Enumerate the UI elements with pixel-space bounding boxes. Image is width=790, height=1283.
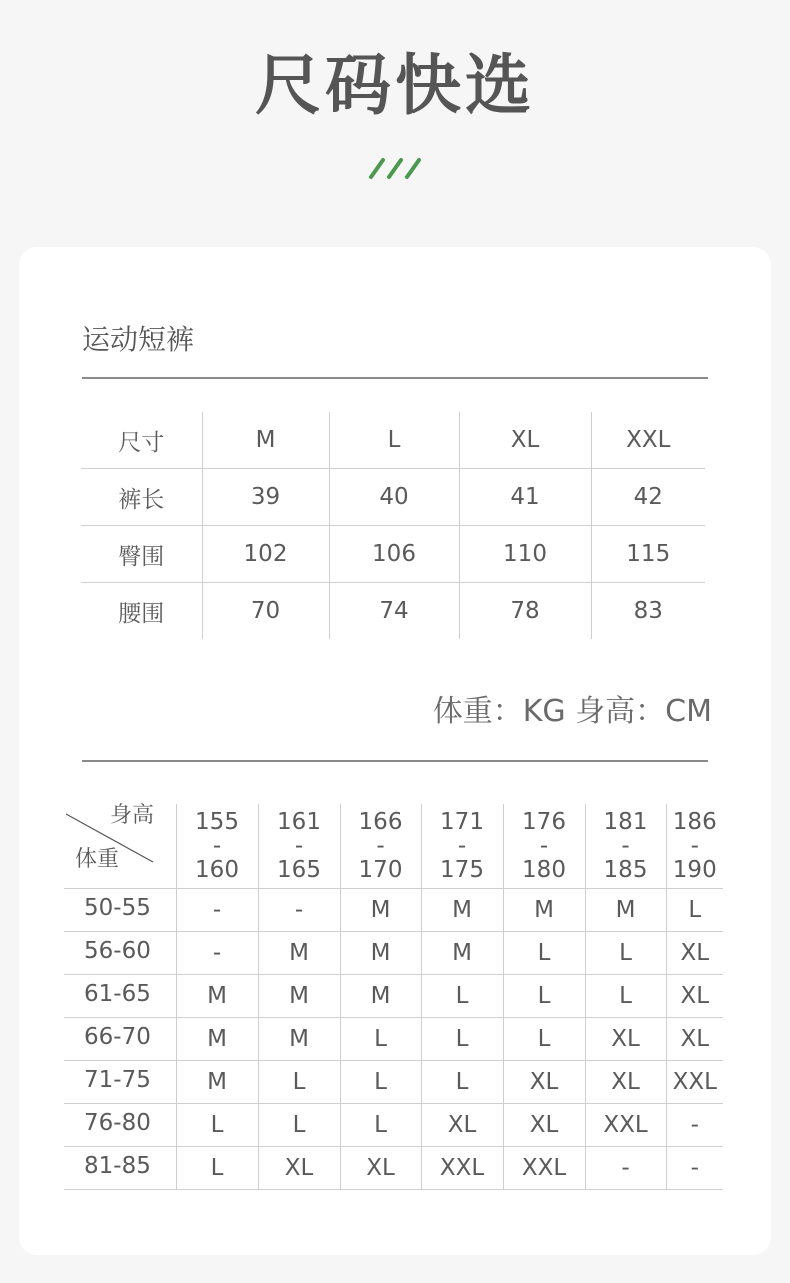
- size-cell: XL: [585, 1018, 666, 1061]
- table-row: [64, 1018, 723, 1061]
- size-cell: -: [666, 1147, 723, 1190]
- size-cell: L: [258, 1104, 340, 1147]
- table-row: [64, 1061, 723, 1104]
- size-cell: L: [340, 1061, 421, 1104]
- size-cell: XL: [666, 975, 723, 1018]
- height-range-header: [421, 804, 503, 889]
- weight-range-label: 66-70: [64, 1018, 176, 1061]
- size-cell: M: [258, 932, 340, 975]
- size-cell: M: [340, 975, 421, 1018]
- table-cell: XXL: [591, 412, 705, 469]
- height-range-header: [503, 804, 585, 889]
- triple-slash-icon: [368, 156, 424, 180]
- size-cell: L: [503, 932, 585, 975]
- size-cell: M: [176, 1018, 258, 1061]
- table-row: [64, 889, 723, 932]
- size-cell: M: [176, 1061, 258, 1104]
- height-range-to: 190: [672, 857, 717, 883]
- weight-range-label: 71-75: [64, 1061, 176, 1104]
- height-range-to: 160: [195, 857, 239, 883]
- table-cell: M: [202, 412, 329, 469]
- height-range-sep: -: [457, 833, 467, 859]
- table-cell: 74: [329, 583, 459, 640]
- weight-range-label: 56-60: [64, 932, 176, 975]
- table-cell: XL: [459, 412, 591, 469]
- size-cell: -: [666, 1104, 723, 1147]
- height-range-to: 170: [358, 857, 403, 883]
- page-title: 尺码快选: [255, 47, 535, 124]
- size-cell: M: [258, 1018, 340, 1061]
- size-cell: L: [340, 1104, 421, 1147]
- height-range-from: 171: [440, 809, 484, 835]
- table-row: [64, 1147, 723, 1190]
- table-row: [81, 583, 705, 640]
- table-cell: 41: [459, 469, 591, 526]
- size-cell: M: [340, 932, 421, 975]
- height-weight-size-table: [64, 804, 723, 1190]
- size-cell: M: [258, 975, 340, 1018]
- height-range-header: [666, 804, 723, 889]
- size-cell: L: [503, 975, 585, 1018]
- weight-range-label: 76-80: [64, 1104, 176, 1147]
- size-cell: M: [340, 889, 421, 932]
- size-cell: L: [176, 1147, 258, 1190]
- units-note: 体重：KG 身高：CM: [432, 694, 712, 729]
- height-header-row: [64, 804, 723, 889]
- size-cell: -: [176, 889, 258, 932]
- size-cell: XXL: [666, 1061, 723, 1104]
- weight-range-label: 81-85: [64, 1147, 176, 1190]
- table-cell: 39: [202, 469, 329, 526]
- table-cell: 70: [202, 583, 329, 640]
- height-range-from: 161: [277, 809, 321, 835]
- size-cell: XL: [666, 932, 723, 975]
- table-cell: 78: [459, 583, 591, 640]
- corner-height-label: 身高: [110, 803, 155, 828]
- table-row: [81, 469, 705, 526]
- size-cell: -: [585, 1147, 666, 1190]
- height-range-from: 186: [672, 809, 717, 835]
- row-label: 臀围: [81, 526, 202, 583]
- table-cell: 106: [329, 526, 459, 583]
- size-cell: M: [503, 889, 585, 932]
- weight-range-label: 50-55: [64, 889, 176, 932]
- height-range-sep: -: [690, 833, 699, 859]
- size-cell: XXL: [421, 1147, 503, 1190]
- shorts-size-table: [81, 412, 705, 639]
- height-range-to: 180: [522, 857, 566, 883]
- size-cell: XL: [503, 1061, 585, 1104]
- table-row: [64, 975, 723, 1018]
- size-cell: XL: [585, 1061, 666, 1104]
- size-cell: L: [421, 975, 503, 1018]
- size-cell: M: [585, 889, 666, 932]
- size-cell: M: [176, 975, 258, 1018]
- size-cell: M: [421, 889, 503, 932]
- height-range-header: [176, 804, 258, 889]
- size-cell: XL: [666, 1018, 723, 1061]
- height-range-header: [258, 804, 340, 889]
- height-range-to: 185: [603, 857, 648, 883]
- size-cell: -: [176, 932, 258, 975]
- size-cell: XL: [340, 1147, 421, 1190]
- height-range-sep: -: [294, 833, 304, 859]
- row-label: 尺寸: [81, 412, 202, 469]
- height-range-sep: -: [539, 833, 549, 859]
- size-cell: L: [258, 1061, 340, 1104]
- divider: [82, 377, 708, 379]
- height-range-sep: -: [621, 833, 630, 859]
- height-range-sep: -: [376, 833, 385, 859]
- size-cell: L: [666, 889, 723, 932]
- size-cell: -: [258, 889, 340, 932]
- size-cell: XL: [421, 1104, 503, 1147]
- table-cell: 115: [591, 526, 705, 583]
- height-range-from: 155: [195, 809, 239, 835]
- row-label: 裤长: [81, 469, 202, 526]
- size-cell: L: [503, 1018, 585, 1061]
- size-cell: L: [176, 1104, 258, 1147]
- size-cell: XXL: [503, 1147, 585, 1190]
- height-range-to: 165: [277, 857, 321, 883]
- table-cell: 110: [459, 526, 591, 583]
- size-cell: XL: [503, 1104, 585, 1147]
- size-header-row: [81, 412, 705, 469]
- size-cell: XXL: [585, 1104, 666, 1147]
- size-cell: L: [585, 975, 666, 1018]
- corner-weight-label: 体重: [75, 847, 120, 872]
- divider: [82, 760, 708, 762]
- height-range-sep: -: [212, 833, 222, 859]
- size-cell: XL: [258, 1147, 340, 1190]
- height-range-to: 175: [440, 857, 484, 883]
- size-cell: L: [585, 932, 666, 975]
- table-cell: 42: [591, 469, 705, 526]
- table-cell: 102: [202, 526, 329, 583]
- table-row: [64, 932, 723, 975]
- height-range-from: 181: [603, 809, 648, 835]
- size-cell: L: [421, 1018, 503, 1061]
- table-cell: L: [329, 412, 459, 469]
- table-cell: 83: [591, 583, 705, 640]
- height-range-header: [340, 804, 421, 889]
- height-range-from: 166: [358, 809, 403, 835]
- table-corner: [64, 804, 176, 889]
- size-cell: L: [421, 1061, 503, 1104]
- section-title-shorts: 运动短裤: [82, 323, 195, 356]
- row-label: 腰围: [118, 600, 165, 627]
- weight-range-label: 61-65: [64, 975, 176, 1018]
- height-range-from: 176: [522, 809, 566, 835]
- table-row: [81, 526, 705, 583]
- size-cell: M: [421, 932, 503, 975]
- size-cell: L: [340, 1018, 421, 1061]
- table-row: [64, 1104, 723, 1147]
- height-range-header: [585, 804, 666, 889]
- table-cell: 40: [329, 469, 459, 526]
